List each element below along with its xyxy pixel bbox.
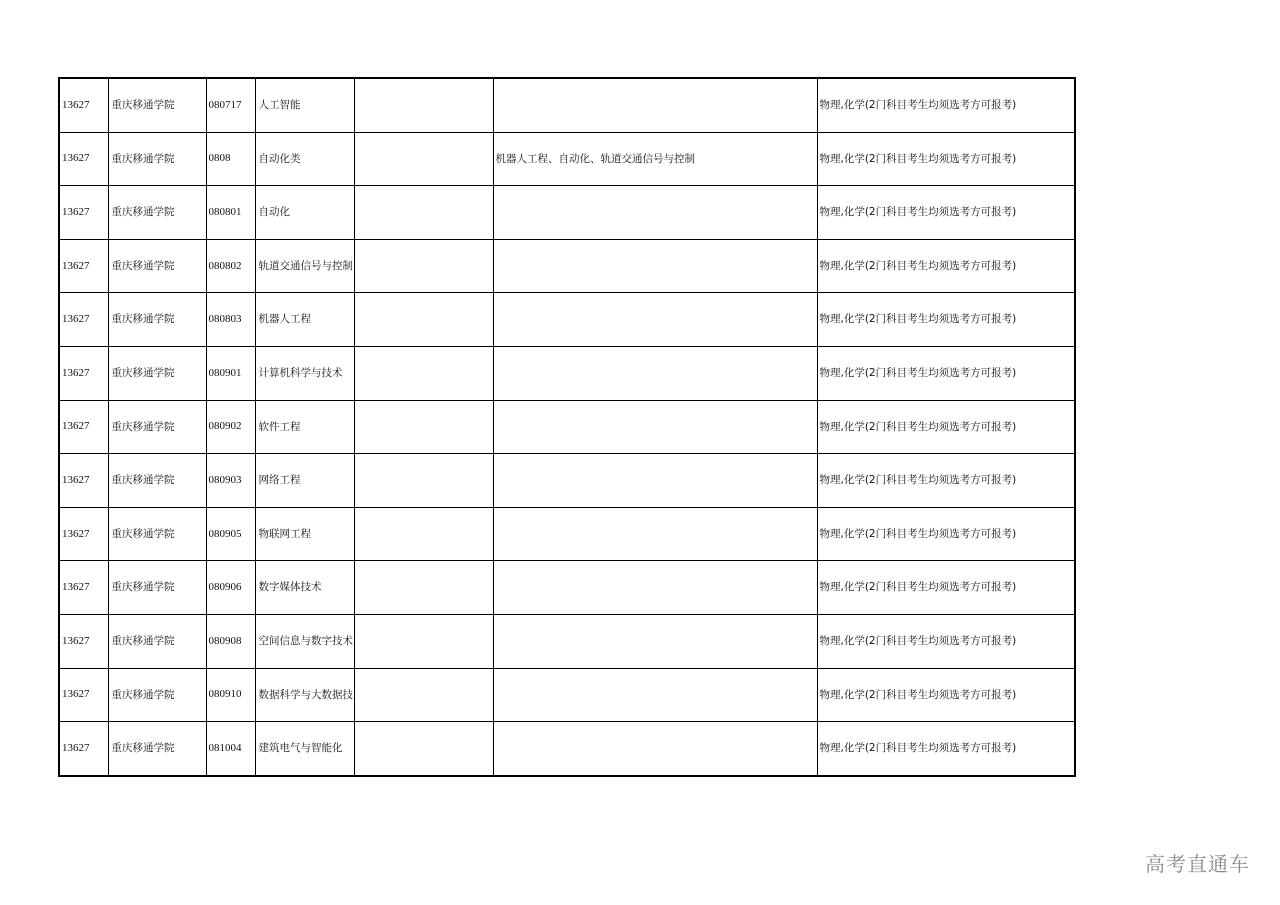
major-name-cell: 网络工程 bbox=[255, 454, 354, 508]
table-row bbox=[59, 561, 1075, 615]
school-name-cell: 重庆移通学院 bbox=[108, 400, 206, 454]
major-name-cell: 人工智能 bbox=[255, 78, 354, 132]
major-code-cell: 080717 bbox=[206, 78, 255, 132]
included-majors-cell bbox=[493, 239, 817, 293]
table-row bbox=[59, 132, 1075, 186]
major-name-cell: 建筑电气与智能化 bbox=[255, 722, 354, 776]
school-code-cell: 13627 bbox=[59, 722, 108, 776]
major-name-cell: 自动化类 bbox=[255, 132, 354, 186]
subject-requirement-cell: 物理,化学(2门科目考生均须选考方可报考) bbox=[817, 668, 1075, 722]
major-name-cell: 轨道交通信号与控制 bbox=[255, 239, 354, 293]
included-majors-cell bbox=[493, 400, 817, 454]
school-name-cell: 重庆移通学院 bbox=[108, 239, 206, 293]
table-row bbox=[59, 614, 1075, 668]
table-row bbox=[59, 186, 1075, 240]
school-name-cell: 重庆移通学院 bbox=[108, 186, 206, 240]
table-row bbox=[59, 668, 1075, 722]
school-name-cell: 重庆移通学院 bbox=[108, 78, 206, 132]
included-majors-cell bbox=[493, 454, 817, 508]
included-majors-cell bbox=[493, 668, 817, 722]
table-row bbox=[59, 507, 1075, 561]
empty-cell bbox=[354, 722, 493, 776]
school-code-cell: 13627 bbox=[59, 400, 108, 454]
empty-cell bbox=[354, 400, 493, 454]
school-name-cell: 重庆移通学院 bbox=[108, 507, 206, 561]
table-body bbox=[59, 78, 1075, 776]
major-name-cell: 数字媒体技术 bbox=[255, 561, 354, 615]
included-majors-cell bbox=[493, 346, 817, 400]
table-row bbox=[59, 400, 1075, 454]
school-name-cell: 重庆移通学院 bbox=[108, 668, 206, 722]
watermark-text: 高考直通车 bbox=[1145, 852, 1250, 876]
included-majors-cell bbox=[493, 186, 817, 240]
subject-requirement-cell: 物理,化学(2门科目考生均须选考方可报考) bbox=[817, 186, 1075, 240]
major-name-cell: 自动化 bbox=[255, 186, 354, 240]
school-code-cell: 13627 bbox=[59, 346, 108, 400]
school-name-cell: 重庆移通学院 bbox=[108, 132, 206, 186]
empty-cell bbox=[354, 132, 493, 186]
empty-cell bbox=[354, 78, 493, 132]
subject-requirement-cell: 物理,化学(2门科目考生均须选考方可报考) bbox=[817, 507, 1075, 561]
empty-cell bbox=[354, 346, 493, 400]
school-name-cell: 重庆移通学院 bbox=[108, 293, 206, 347]
major-name-cell: 软件工程 bbox=[255, 400, 354, 454]
subject-requirement-cell: 物理,化学(2门科目考生均须选考方可报考) bbox=[817, 614, 1075, 668]
subject-requirement-cell: 物理,化学(2门科目考生均须选考方可报考) bbox=[817, 346, 1075, 400]
subject-requirement-cell: 物理,化学(2门科目考生均须选考方可报考) bbox=[817, 78, 1075, 132]
school-code-cell: 13627 bbox=[59, 668, 108, 722]
subject-requirement-cell: 物理,化学(2门科目考生均须选考方可报考) bbox=[817, 454, 1075, 508]
major-name-cell: 物联网工程 bbox=[255, 507, 354, 561]
school-name-cell: 重庆移通学院 bbox=[108, 722, 206, 776]
table-row bbox=[59, 346, 1075, 400]
major-code-cell: 080802 bbox=[206, 239, 255, 293]
school-code-cell: 13627 bbox=[59, 561, 108, 615]
school-code-cell: 13627 bbox=[59, 293, 108, 347]
school-name-cell: 重庆移通学院 bbox=[108, 454, 206, 508]
table-row bbox=[59, 239, 1075, 293]
included-majors-cell bbox=[493, 722, 817, 776]
school-name-cell: 重庆移通学院 bbox=[108, 346, 206, 400]
major-code-cell: 080910 bbox=[206, 668, 255, 722]
table-row bbox=[59, 454, 1075, 508]
major-name-cell: 数据科学与大数据技 bbox=[255, 668, 354, 722]
subject-requirement-cell: 物理,化学(2门科目考生均须选考方可报考) bbox=[817, 722, 1075, 776]
school-code-cell: 13627 bbox=[59, 132, 108, 186]
major-code-cell: 080801 bbox=[206, 186, 255, 240]
empty-cell bbox=[354, 668, 493, 722]
school-code-cell: 13627 bbox=[59, 507, 108, 561]
empty-cell bbox=[354, 454, 493, 508]
school-code-cell: 13627 bbox=[59, 78, 108, 132]
subject-requirement-cell: 物理,化学(2门科目考生均须选考方可报考) bbox=[817, 293, 1075, 347]
major-code-cell: 080803 bbox=[206, 293, 255, 347]
major-code-cell: 080906 bbox=[206, 561, 255, 615]
major-code-cell: 0808 bbox=[206, 132, 255, 186]
subject-requirement-cell: 物理,化学(2门科目考生均须选考方可报考) bbox=[817, 400, 1075, 454]
major-code-cell: 081004 bbox=[206, 722, 255, 776]
major-name-cell: 计算机科学与技术 bbox=[255, 346, 354, 400]
major-code-cell: 080905 bbox=[206, 507, 255, 561]
subject-requirements-table bbox=[58, 77, 1076, 777]
subject-requirement-cell: 物理,化学(2门科目考生均须选考方可报考) bbox=[817, 561, 1075, 615]
empty-cell bbox=[354, 293, 493, 347]
empty-cell bbox=[354, 239, 493, 293]
included-majors-cell bbox=[493, 293, 817, 347]
school-name-cell: 重庆移通学院 bbox=[108, 614, 206, 668]
empty-cell bbox=[354, 561, 493, 615]
school-name-cell: 重庆移通学院 bbox=[108, 561, 206, 615]
empty-cell bbox=[354, 614, 493, 668]
included-majors-cell bbox=[493, 561, 817, 615]
school-code-cell: 13627 bbox=[59, 614, 108, 668]
major-code-cell: 080901 bbox=[206, 346, 255, 400]
school-code-cell: 13627 bbox=[59, 186, 108, 240]
major-name-cell: 机器人工程 bbox=[255, 293, 354, 347]
empty-cell bbox=[354, 186, 493, 240]
included-majors-cell bbox=[493, 614, 817, 668]
major-code-cell: 080908 bbox=[206, 614, 255, 668]
school-code-cell: 13627 bbox=[59, 454, 108, 508]
empty-cell bbox=[354, 507, 493, 561]
table-row bbox=[59, 722, 1075, 776]
major-code-cell: 080902 bbox=[206, 400, 255, 454]
subject-requirement-cell: 物理,化学(2门科目考生均须选考方可报考) bbox=[817, 239, 1075, 293]
included-majors-cell bbox=[493, 507, 817, 561]
subject-requirement-cell: 物理,化学(2门科目考生均须选考方可报考) bbox=[817, 132, 1075, 186]
table-row bbox=[59, 78, 1075, 132]
school-code-cell: 13627 bbox=[59, 239, 108, 293]
major-code-cell: 080903 bbox=[206, 454, 255, 508]
included-majors-cell bbox=[493, 78, 817, 132]
major-name-cell: 空间信息与数字技术 bbox=[255, 614, 354, 668]
included-majors-cell: 机器人工程、自动化、轨道交通信号与控制 bbox=[493, 132, 817, 186]
table-row bbox=[59, 293, 1075, 347]
